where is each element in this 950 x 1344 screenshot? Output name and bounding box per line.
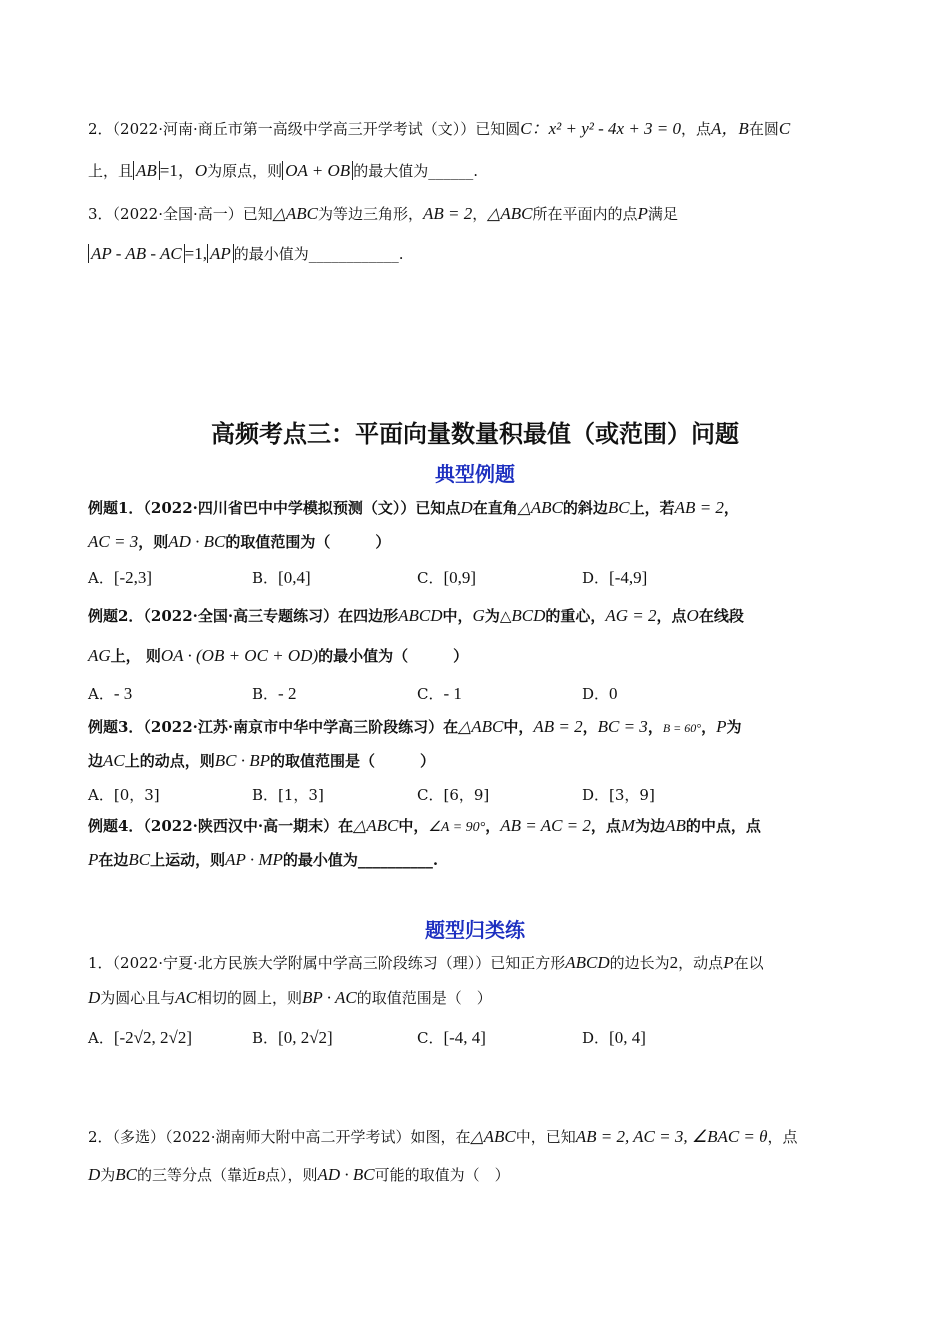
example-3-option-d[interactable]: D．[3，9]	[582, 786, 655, 804]
example-3-line-2: 边AC上的动点，则BC · BP的取值范围是（ ）	[88, 751, 436, 770]
typical-examples-title: 典型例题	[435, 462, 515, 486]
example-1-option-c[interactable]: C．[0,9]	[417, 568, 477, 587]
practice-1-option-d[interactable]: D．[0, 4]	[582, 1028, 646, 1047]
example-4-line-1: 例题4．（2022·陕西汉中·高一期末）在△ABC中，∠A = 90°，AB = AC = 2，点M为边AB的中点，点	[88, 816, 761, 835]
example-3-option-a[interactable]: A．[0，3]	[88, 786, 160, 804]
example-2-option-a[interactable]: A．- 3	[88, 684, 133, 703]
example-3-option-c[interactable]: C．[6，9]	[417, 786, 490, 804]
example-2-option-c[interactable]: C．- 1	[417, 684, 462, 703]
practice-1-line-1: 1．（2022·宁夏·北方民族大学附属中学高三阶段练习（理））已知正方形ABCD的边长为2，动点P在以	[88, 953, 764, 972]
practice-1-line-2: D为圆心且与AC相切的圆上，则BP · AC的取值范围是（ ）	[88, 988, 492, 1007]
example-4-line-2: P在边BC上运动，则AP · MP的最小值为__________.	[88, 850, 439, 869]
example-3-option-b[interactable]: B．[1，3]	[252, 786, 324, 804]
practice-1-option-c[interactable]: C．[-4, 4]	[417, 1028, 486, 1047]
practice-title: 题型归类练	[425, 918, 525, 942]
example-1-option-b[interactable]: B．[0,4]	[252, 568, 311, 587]
example-1-line-2: AC = 3，则AD · BC的取值范围为（ ）	[88, 532, 391, 551]
example-2-line-2: AG上， 则OA · (OB + OC + OD)的最小值为（ ）	[88, 646, 469, 665]
circle-equation: ：x² + y² - 4x + 3 = 0	[531, 119, 682, 138]
problem-3-line-2: AP - AB - AC =1, AP 的最小值为____________.	[88, 243, 404, 265]
practice-1-option-b[interactable]: B．[0, 2√2]	[252, 1028, 333, 1047]
section-title: 高频考点三：平面向量数量积最值（或范围）问题	[211, 419, 739, 448]
vector-sum-abs: OA + OB	[282, 161, 353, 180]
example-2-option-b[interactable]: B．- 2	[252, 684, 297, 703]
example-3-line-1: 例题3．（2022·江苏·南京市中华中学高三阶段练习）在△ABC中，AB = 2，BC = 3，B = 60°，P为	[88, 717, 742, 736]
example-1-option-a[interactable]: A．[-2,3]	[88, 568, 153, 587]
problem-2-line-1: 2．（2022·河南·商丘市第一高级中学高三开学考试（文））已知圆C：x² + y² - 4x + 3 = 0，点A，B在圆C	[88, 119, 791, 138]
practice-2-line-2: D为BC的三等分点（靠近B点），则AD · BC可能的取值为（ ）	[88, 1165, 510, 1184]
example-2-line-1: 例题2．（2022·全国·高三专题练习）在四边形ABCD中，G为△BCD的重心，AG = 2，点O在线段	[88, 606, 744, 625]
practice-2-line-1: 2．（多选）（2022·湖南师大附中高二开学考试）如图，在△ABC中，已知AB = 2, AC = 3, ∠BAC = θ，点	[88, 1127, 798, 1146]
problem-3-line-1: 3．（2022·全国·高一）已知△ABC为等边三角形，AB = 2，△ABC所在平面内的点P满足	[88, 204, 678, 223]
problem-2-line-2: 上，且 AB =1，O为原点，则 OA + OB 的最大值为______.	[88, 161, 478, 180]
example-1-line-1: 例题1．（2022·四川省巴中中学模拟预测（文））已知点D在直角△ABC的斜边BC上，若AB = 2，	[88, 498, 739, 517]
practice-1-option-a[interactable]: A．[-2√2, 2√2]	[88, 1028, 192, 1047]
example-1-option-d[interactable]: D．[-4,9]	[582, 568, 648, 587]
example-2-option-d[interactable]: D．0	[582, 684, 618, 703]
